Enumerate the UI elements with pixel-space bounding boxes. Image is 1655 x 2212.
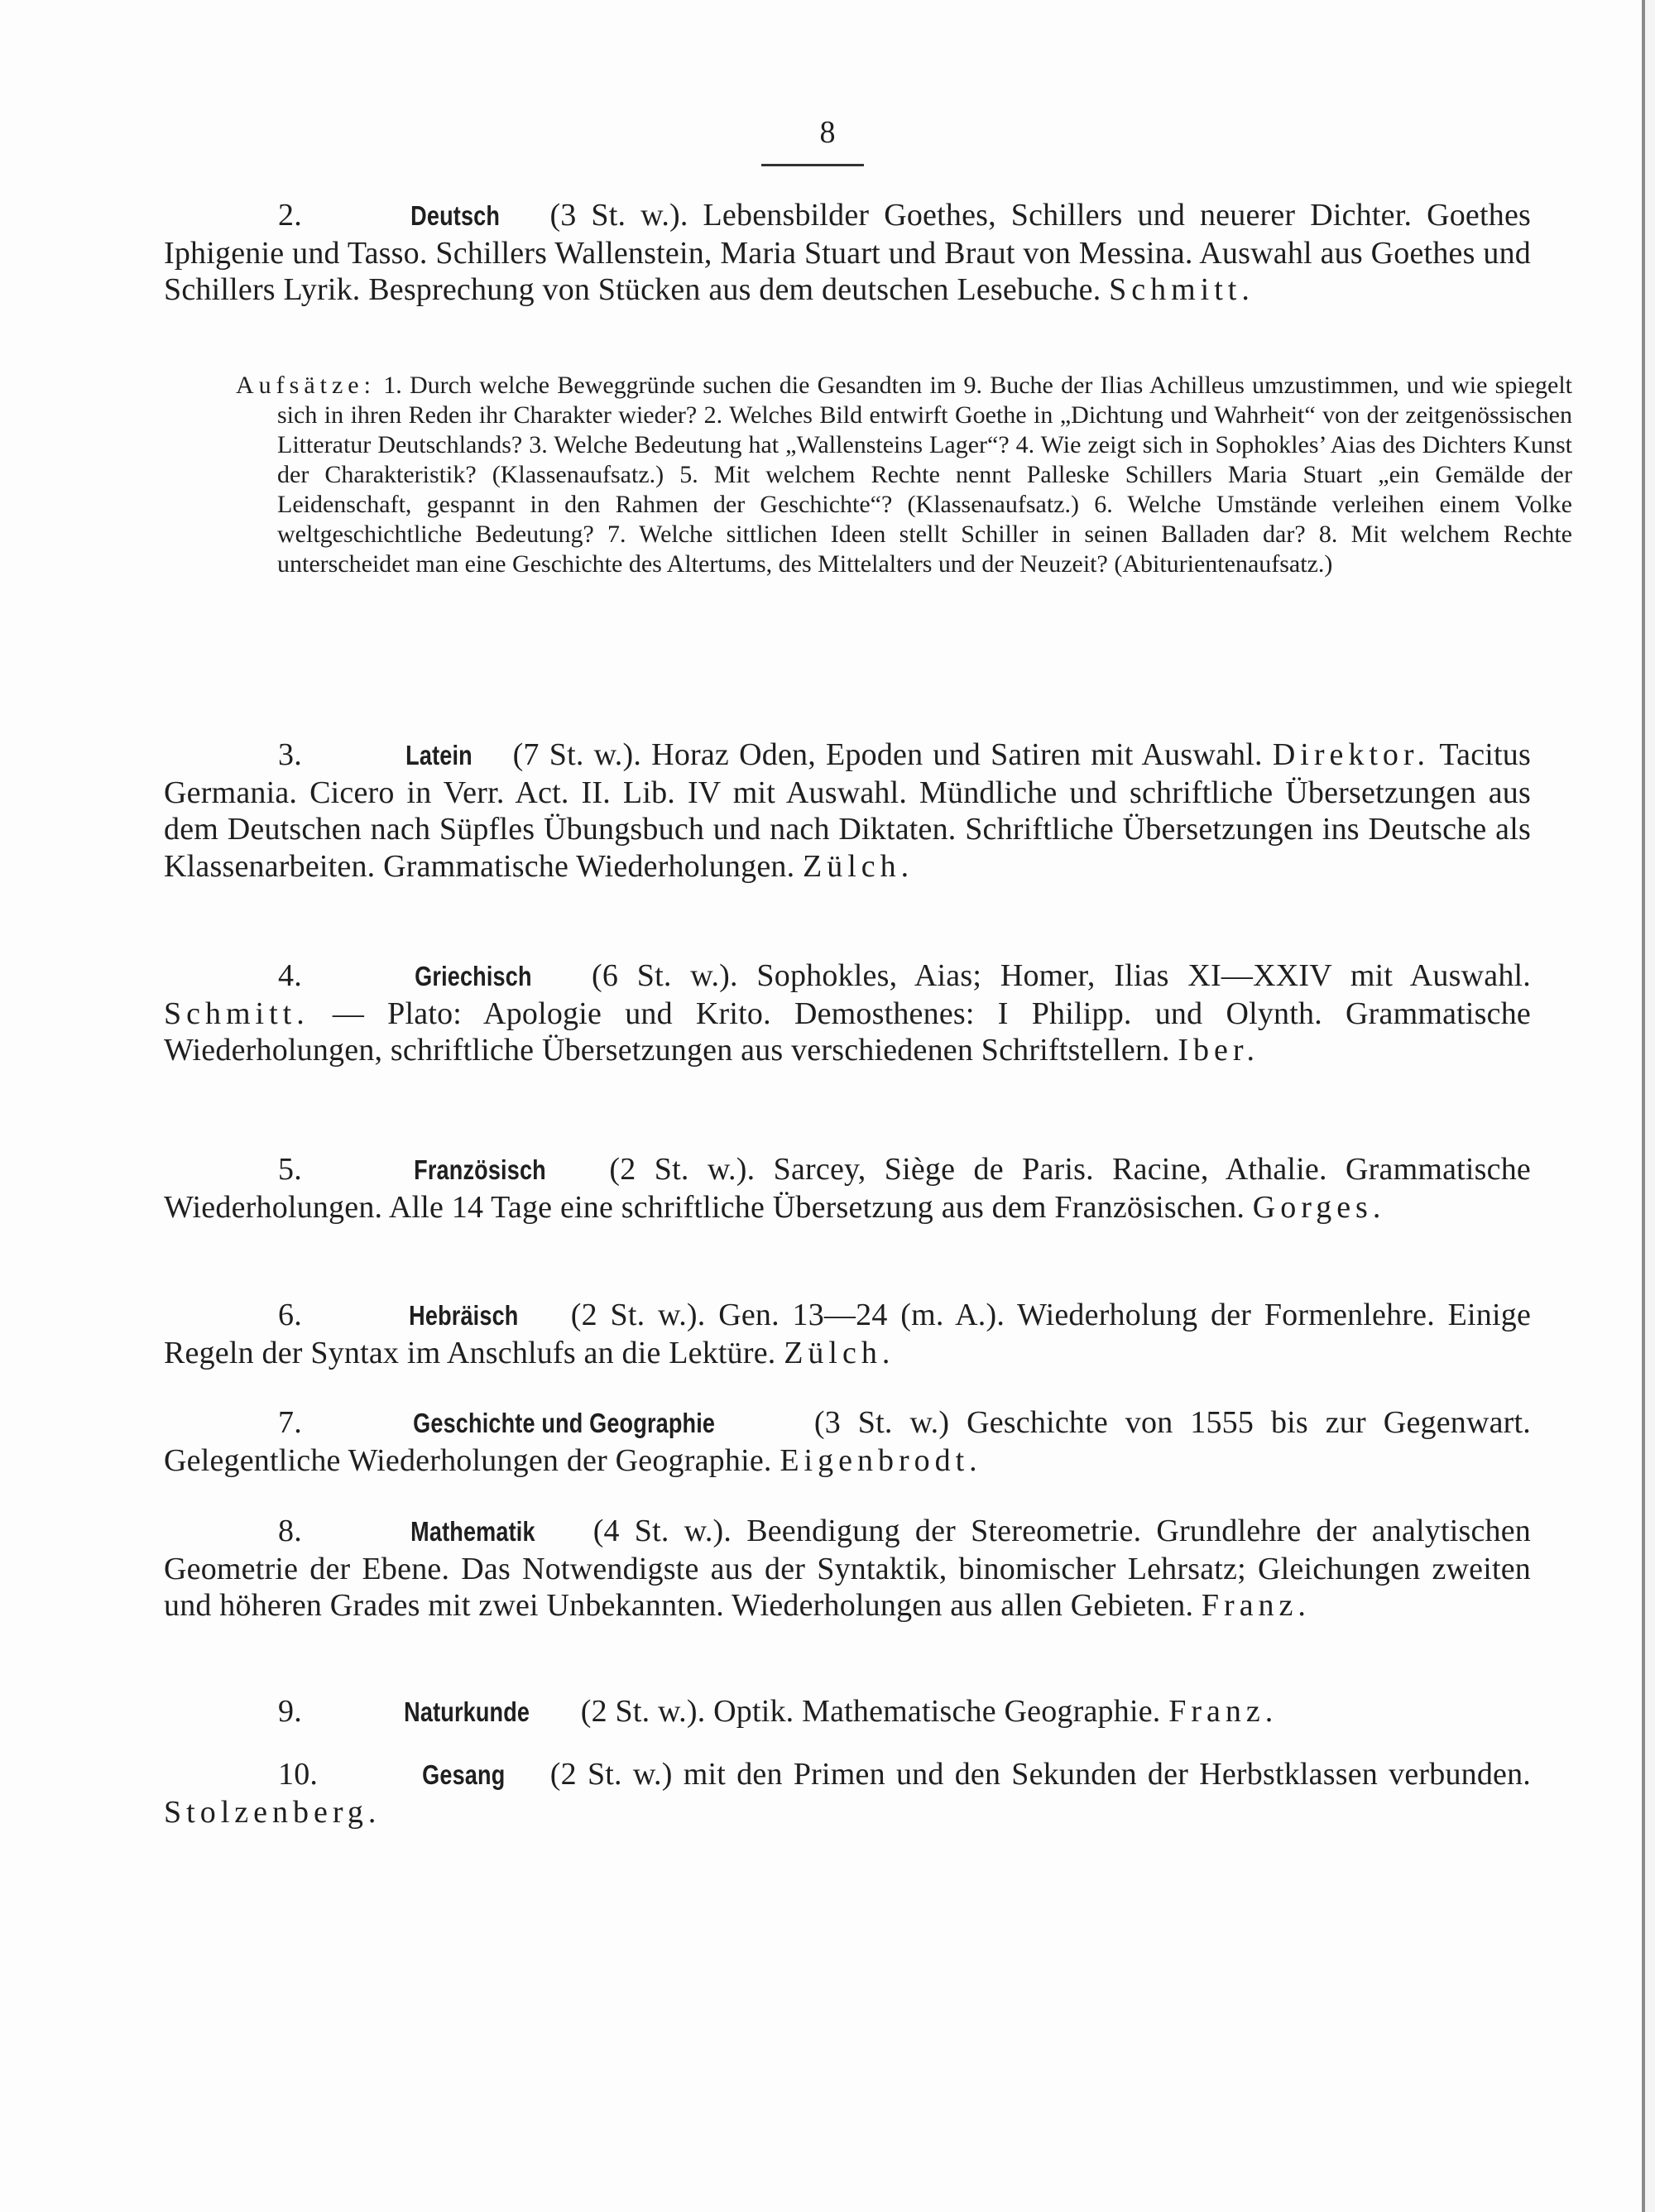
teacher-name: Stolzenberg. <box>164 1794 381 1830</box>
page-edge-shade <box>1645 0 1655 2212</box>
subject-title: Französisch <box>414 1154 547 1185</box>
section-hours: (7 St. w.). <box>512 737 642 772</box>
section-text-continued: Tacitus Germania. Cicero in Verr. Act. II. Lib. IV mit Auswahl. Mündliche und schriftliche Übersetzungen aus dem Deutschen nach Süpfles Übungsbuch und nach Diktaten. Schriftliche Übersetzungen ins Deutsche als Klassenarbeiten. Grammatische Wiederholungen. <box>164 737 1532 884</box>
subject-title: Deutsch <box>410 200 500 231</box>
section-paragraph <box>164 1404 1531 1479</box>
section-text: Lebensbilder Goethes, Schillers und neuerer Dichter. Goethes Iphigenie und Tasso. Schillers Wallenstein, Maria Stuart und Braut von Messina. Auswahl aus Goethes und Schillers Lyrik. Besprechung von Stücken aus dem deutschen Lesebuche. <box>164 198 1532 307</box>
section-hours: (2 St. w.) <box>549 1757 673 1792</box>
essay-topics <box>236 371 1572 579</box>
section-number: 9. <box>278 1694 302 1729</box>
section-text: Optik. Mathematische Geographie. <box>713 1694 1161 1729</box>
section-hebraeisch <box>164 1297 1531 1371</box>
teacher-name: Schmitt. <box>1109 272 1254 307</box>
section-hours: (3 St. w.). <box>549 198 688 233</box>
section-number: 8. <box>278 1514 302 1548</box>
page-number: 8 <box>819 115 836 150</box>
subject-title: Gesang <box>422 1759 506 1790</box>
section-paragraph <box>164 737 1531 885</box>
section-mathematik <box>164 1513 1531 1624</box>
section-number: 10. <box>278 1757 319 1792</box>
section-hours: (2 St. w.). <box>570 1298 706 1332</box>
section-text: mit den Primen und den Sekunden der Herbstklassen verbunden. <box>683 1757 1532 1792</box>
subject-title: Latein <box>405 740 473 770</box>
section-latein <box>164 737 1531 885</box>
teacher-name: Gorges. <box>1252 1189 1386 1225</box>
section-paragraph <box>164 1513 1531 1624</box>
essays-label: Aufsätze: <box>236 372 376 399</box>
section-text: Geschichte von 1555 bis zur Gegenwart. Gelegentliche Wiederholungen der Geographie. <box>164 1405 1531 1478</box>
section-text: Sophokles, Aias; Homer, Ilias XI—XXIV mit Auswahl. <box>756 958 1531 993</box>
section-number: 5. <box>278 1152 302 1187</box>
section-hours: (2 St. w.). <box>580 1694 706 1729</box>
section-deutsch <box>164 197 1531 309</box>
section-franzoesisch <box>164 1151 1531 1226</box>
section-naturkunde <box>164 1693 1531 1731</box>
section-text: Beendigung der Stereometrie. Grundlehre der analytischen Geometrie der Ebene. Das Notwendigste aus der Syntaktik, binomischer Lehrsatz; Gleichungen zweiten und höheren Grades mit zwei Unbekannten. Wiederholungen aus allen Gebieten. <box>164 1514 1532 1623</box>
section-griechisch <box>164 957 1531 1069</box>
teacher-name: Zülch. <box>803 848 914 884</box>
teacher-name: Eigenbrodt. <box>780 1442 982 1478</box>
page-edge <box>1642 0 1645 2212</box>
subject-title: Mathematik <box>410 1516 535 1547</box>
teacher-name: Iber. <box>1178 1033 1259 1068</box>
teacher-name: Franz. <box>1201 1588 1311 1623</box>
section-number: 2. <box>278 198 302 233</box>
section-geschichte <box>164 1404 1531 1479</box>
teacher-name: Direktor. <box>1272 737 1430 772</box>
section-hours: (3 St. w.) <box>813 1405 950 1440</box>
section-gesang <box>164 1756 1531 1831</box>
section-number: 6. <box>278 1298 302 1332</box>
section-paragraph <box>164 1756 1531 1831</box>
section-paragraph <box>164 1693 1531 1731</box>
section-number: 7. <box>278 1405 302 1440</box>
section-text: Gen. 13—24 (m. A.). Wiederholung der Formenlehre. Einige Regeln der Syntax im Anschlufs an die Lektüre. <box>164 1298 1532 1370</box>
section-number: 4. <box>278 958 302 993</box>
teacher-name: Franz. <box>1168 1694 1278 1729</box>
subject-title: Griechisch <box>414 961 532 991</box>
teacher-name: Zülch. <box>784 1335 895 1370</box>
section-text: Sarcey, Siège de Paris. Racine, Athalie. Grammatische Wiederholungen. Alle 14 Tage eine schriftliche Übersetzung aus dem Französischen. <box>164 1152 1531 1225</box>
essays-text: 1. Durch welche Beweggründe suchen die Gesandten im 9. Buche der Ilias Achilleus umzustimmen, und wie spiegelt sich in ihren Reden ihr Charakter wieder? 2. Welches Bild entwirft Goethe in „Dichtung und Wahrheit“ von der zeitgenössischen Litteratur Deutschlands? 3. Welche Bedeutung hat „Wallensteins Lager“? 4. Wie zeigt sich in Sophokles’ Aias des Dichters Kunst der Charakteristik? (Klassenaufsatz.) 5. Mit welchem Rechte nennt Palleske Schillers Maria Stuart „ein Gemälde der Leidenschaft, gespannt in den Rahmen der Geschichte“? (Klassenaufsatz.) 6. Welche Umstände verleihen einem Volke weltgeschichtliche Bedeutung? 7. Welche sittlichen Ideen stellt Schiller in seinen Balladen dar? 8. Mit welchem Rechte unterscheidet man eine Geschichte des Altertums, des Mittelalters und der Neuzeit? (Abiturientenaufsatz.) <box>277 372 1572 578</box>
page-number-rule <box>761 164 864 166</box>
section-hours: (4 St. w.). <box>592 1514 732 1548</box>
section-paragraph <box>164 1297 1531 1371</box>
section-hours: (2 St. w.). <box>609 1152 756 1187</box>
subject-title: Hebräisch <box>408 1300 519 1331</box>
section-paragraph <box>164 1151 1531 1226</box>
subject-title: Naturkunde <box>403 1696 530 1727</box>
section-paragraph <box>164 957 1531 1069</box>
teacher-name: Schmitt. <box>164 996 309 1031</box>
section-text: Horaz Oden, Epoden und Satiren mit Auswahl. <box>651 737 1263 772</box>
section-number: 3. <box>278 737 302 772</box>
subject-title: Geschichte und Geographie <box>412 1408 715 1438</box>
section-paragraph <box>164 197 1531 309</box>
section-hours: (6 St. w.). <box>591 958 738 993</box>
section-text-continued: — Plato: Apologie und Krito. Demosthenes: I Philipp. und Olynth. Grammatische Wiederholungen, schriftliche Übersetzungen aus verschiedenen Schriftstellern. <box>164 996 1531 1068</box>
